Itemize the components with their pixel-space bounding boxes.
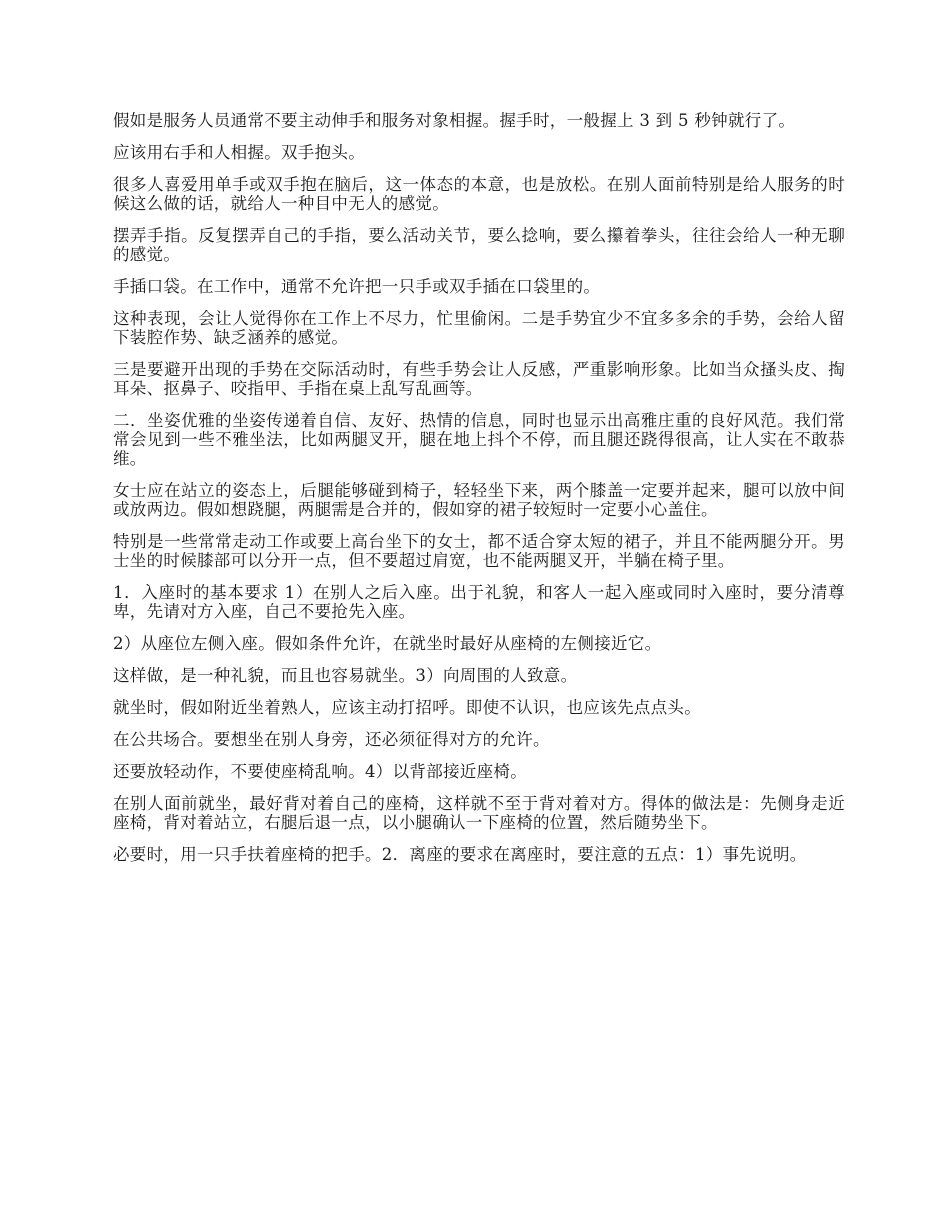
paragraph-back-to-chair: 在别人面前就坐，最好背对着自己的座椅，这样就不至于背对着对方。得体的做法是：先侧身走近座椅，背对着站立，右腿后退一点，以小腿确认一下座椅的位置，然后随势坐下。: [113, 794, 845, 832]
paragraph-right-hand: 应该用右手和人相握。双手抱头。: [113, 143, 365, 162]
paragraph-seating-requirements: 1．入座时的基本要求 1）在别人之后入座。出于礼貌，和客人一起入座或同时入座时，要分清尊卑，先请对方入座，自己不要抢先入座。: [113, 583, 845, 621]
paragraph-hands-behind-head: 很多人喜爱用单手或双手抱在脑后，这一体态的本意，也是放松。在别人面前特别是给人服务的时候这么做的话，就给人一种目中无人的感觉。: [113, 175, 845, 213]
paragraph-quiet-movement: 还要放轻动作，不要使座椅乱响。4）以背部接近座椅。: [113, 762, 527, 781]
document-body: [113, 111, 845, 877]
paragraph-sitting-posture: 二．坐姿优雅的坐姿传递着自信、友好、热情的信息，同时也显示出高雅庄重的良好风范。我们常常会见到一些不雅坐法，比如两腿叉开，腿在地上抖个不停，而且腿还跷得很高，让人实在不敢恭维。: [113, 411, 845, 468]
paragraph-hands-in-pockets: 手插口袋。在工作中，通常不允许把一只手或双手插在口袋里的。: [113, 277, 601, 296]
paragraph-skirts-men-sitting: 特别是一些常常走动工作或要上高台坐下的女士，都不适合穿太短的裙子，并且不能两腿分开。男士坐的时候膝部可以分开一点，但不要超过肩宽，也不能两腿叉开，半躺在椅子里。: [113, 532, 845, 570]
paragraph-left-side-seating: 2）从座位左侧入座。假如条件允许，在就坐时最好从座椅的左侧接近它。: [113, 634, 662, 653]
paragraph-greet-acquaintances: 就坐时，假如附近坐着熟人，应该主动打招呼。即使不认识，也应该先点点头。: [113, 698, 701, 717]
paragraph-public-places: 在公共场合。要想坐在别人身旁，还必须征得对方的允许。: [113, 730, 550, 749]
paragraph-fiddling-fingers: 摆弄手指。反复摆弄自己的手指，要么活动关节，要么捻响，要么攥着拳头，往往会给人一种无聊的感觉。: [113, 226, 845, 264]
paragraph-handshake-duration: 假如是服务人员通常不要主动伸手和服务对象相握。握手时，一般握上 3 到 5 秒钟就行了。: [113, 111, 796, 130]
paragraph-leaving-seat: 必要时，用一只手扶着座椅的把手。2．离座的要求在离座时，要注意的五点：1）事先说明。: [113, 845, 807, 864]
paragraph-greet-people: 这样做，是一种礼貌，而且也容易就坐。3）向周围的人致意。: [113, 666, 578, 685]
paragraph-women-sitting: 女士应在站立的姿态上，后腿能够碰到椅子，轻轻坐下来，两个膝盖一定要并起来，腿可以放中间或放两边。假如想跷腿，两腿需是合并的，假如穿的裙子较短时一定要小心盖住。: [113, 481, 845, 519]
paragraph-fewer-gestures: 这种表现，会让人觉得你在工作上不尽力，忙里偷闲。二是手势宜少不宜多多余的手势，会给人留下装腔作势、缺乏涵养的感觉。: [113, 309, 845, 347]
paragraph-avoid-gestures: 三是要避开出现的手势在交际活动时，有些手势会让人反感，严重影响形象。比如当众搔头皮、掏耳朵、抠鼻子、咬指甲、手指在桌上乱写乱画等。: [113, 360, 845, 398]
